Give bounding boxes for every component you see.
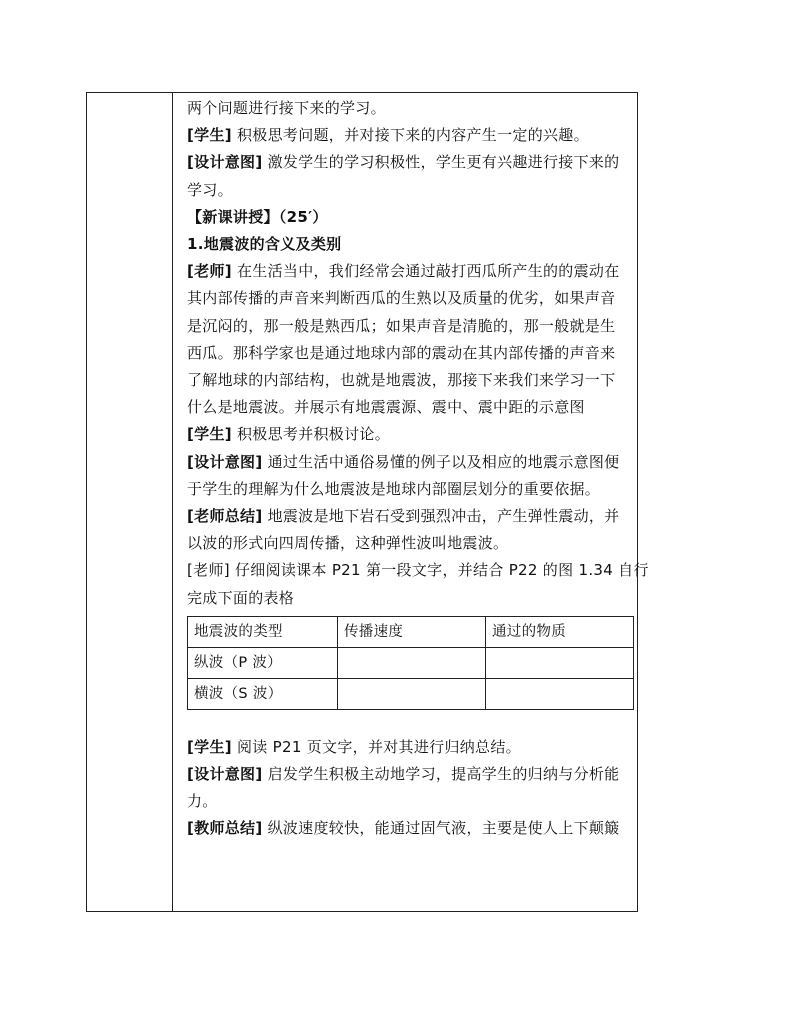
line-text: 完成下面的表格 — [187, 588, 295, 607]
line-text: 积极思考并积极讨论。 — [231, 425, 390, 444]
paragraphs-after-table — [187, 734, 633, 843]
table-header-cell: 通过的物质 — [486, 616, 634, 647]
table-row — [188, 678, 634, 709]
text-line — [187, 122, 633, 149]
speaker-label: [教师总结] — [187, 819, 263, 838]
speaker-label: [设计意图] — [187, 452, 263, 471]
text-line — [187, 734, 633, 761]
text-line — [187, 815, 633, 842]
line-text: 通过生活中通俗易懂的例子以及相应的地震示意图便 — [262, 452, 620, 471]
text-line — [187, 313, 633, 340]
speaker-label: [老师] — [187, 262, 232, 281]
text-line — [187, 761, 633, 788]
table-row — [188, 647, 634, 678]
line-text: 在生活当中，我们经常会通过敲打西瓜所产生的的震动在 — [231, 262, 620, 281]
line-text: 两个问题进行接下来的学习。 — [187, 99, 386, 117]
text-line — [187, 285, 633, 312]
line-text: 地震波是地下岩石受到强烈冲击，产生弹性震动，并 — [262, 507, 620, 526]
text-line — [187, 585, 633, 612]
text-line — [187, 476, 633, 503]
text-line — [187, 557, 649, 584]
table-cell — [486, 678, 634, 709]
table-cell — [338, 647, 486, 678]
text-line — [187, 95, 633, 122]
table-cell — [486, 647, 634, 678]
paragraphs-before-table — [187, 95, 649, 612]
table-header-cell: 地震波的类型 — [188, 616, 338, 647]
text-line — [187, 231, 633, 258]
table-cell — [338, 678, 486, 709]
speaker-label: [学生] — [187, 737, 232, 756]
table-cell: 横波（S 波） — [188, 678, 338, 709]
text-line — [187, 449, 633, 476]
line-text: 以波的形式向四周传播，这种弹性波叫地震波。 — [187, 534, 509, 553]
text-line — [187, 421, 633, 448]
speaker-label: 1.地震波的含义及类别 — [187, 235, 342, 254]
line-text: 其内部传播的声音来判断西瓜的生熟以及质量的优劣，如果声音 — [187, 289, 616, 308]
text-line — [187, 394, 633, 421]
line-text: [老师] 仔细阅读课本 P21 第一段文字，并结合 P22 的图 1.34 自行 — [187, 561, 649, 580]
column-divider — [172, 92, 173, 912]
speaker-label: [设计意图] — [187, 765, 263, 784]
line-text: 阅读 P21 页文字，并对其进行归纳总结。 — [231, 737, 521, 756]
table-header-row — [188, 616, 634, 647]
line-text: 西瓜。那科学家也是通过地球内部的震动在其内部传播的声音来 — [187, 343, 616, 362]
line-text: 积极思考问题，并对接下来的内容产生一定的兴趣。 — [231, 126, 589, 145]
table-header-cell: 传播速度 — [338, 616, 486, 647]
text-line — [187, 149, 633, 176]
speaker-label: [学生] — [187, 425, 232, 444]
line-text: 什么是地震波。并展示有地震震源、震中、震中距的示意图 — [187, 398, 585, 417]
text-line — [187, 177, 633, 204]
text-line — [187, 204, 633, 231]
seismic-wave-table — [187, 616, 634, 710]
line-text: 于学生的理解为什么地震波是地球内部圈层划分的重要依据。 — [187, 479, 601, 498]
line-text: 力。 — [187, 792, 218, 811]
speaker-label: [老师总结] — [187, 507, 263, 526]
line-text: 启发学生积极主动地学习，提高学生的归纳与分析能 — [262, 765, 620, 784]
line-text: 学习。 — [187, 180, 233, 199]
line-text: 激发学生的学习积极性，学生更有兴趣进行接下来的 — [262, 153, 620, 172]
table-cell: 纵波（P 波） — [188, 647, 338, 678]
text-line — [187, 258, 633, 285]
speaker-label: [设计意图] — [187, 153, 263, 172]
line-text: 纵波速度较快，能通过固气液，主要是使人上下颠簸 — [262, 819, 620, 838]
speaker-label: [学生] — [187, 126, 232, 145]
line-text: 是沉闷的，那一般是熟西瓜；如果声音是清脆的，那一般就是生 — [187, 316, 616, 335]
text-line — [187, 788, 633, 815]
text-line — [187, 340, 633, 367]
text-line — [187, 503, 633, 530]
line-text: 了解地球的内部结构，也就是地震波，那接下来我们来学习一下 — [187, 371, 616, 390]
lesson-content — [187, 95, 649, 843]
text-line — [187, 530, 633, 557]
text-line — [187, 367, 633, 394]
speaker-label: 【新课讲授】（25′） — [187, 207, 328, 226]
